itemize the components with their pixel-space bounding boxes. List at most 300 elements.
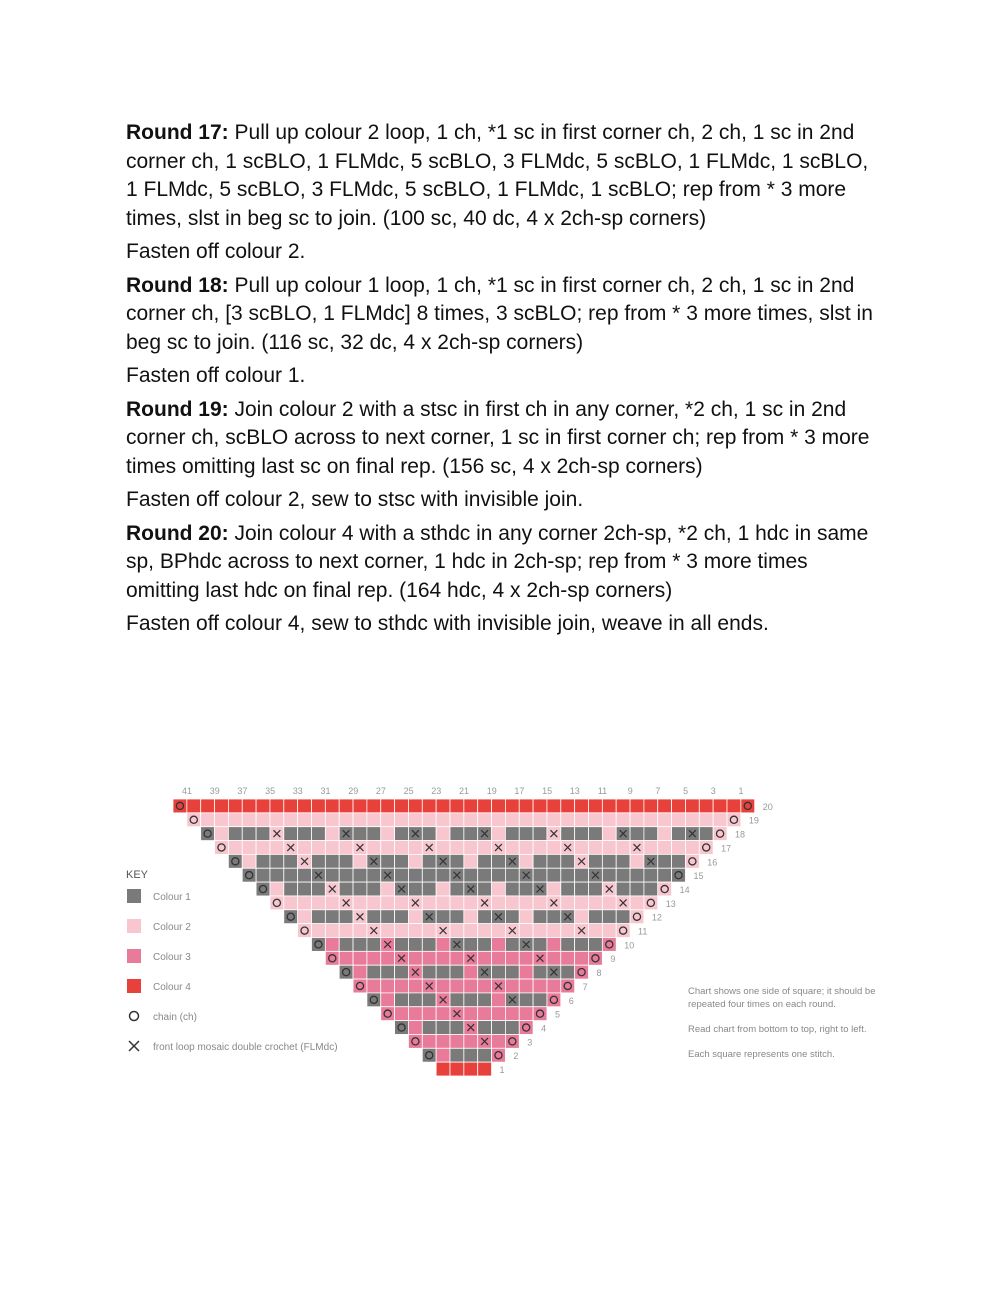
chart-cell <box>505 1034 519 1048</box>
chart-cell <box>505 896 519 910</box>
chart-cell <box>713 827 727 841</box>
chart-cell <box>727 799 741 813</box>
chart-cell <box>464 896 478 910</box>
chart-cell <box>464 827 478 841</box>
instruction-paragraph <box>126 119 876 233</box>
chart-cell <box>450 1062 464 1076</box>
chart-cell <box>270 882 284 896</box>
instruction-text: Fasten off colour 2. <box>126 240 306 263</box>
chart-cell <box>464 938 478 952</box>
round-label: Round 19: <box>126 397 229 421</box>
chart-cell <box>408 951 422 965</box>
chart-cell <box>699 813 713 827</box>
chart-cell <box>312 924 326 938</box>
chart-cell <box>270 799 284 813</box>
chart-cell <box>575 938 589 952</box>
chart-cell <box>658 854 672 868</box>
row-label: 9 <box>610 954 616 965</box>
chart-cell <box>589 910 603 924</box>
instruction-paragraph <box>126 396 876 482</box>
chart-cell <box>519 924 533 938</box>
chart-cell <box>519 951 533 965</box>
column-label: 17 <box>514 786 525 796</box>
chart-cell <box>630 854 644 868</box>
chart-cell <box>408 882 422 896</box>
chart-cell <box>533 896 547 910</box>
chart-cell <box>505 813 519 827</box>
chart-cell <box>519 1021 533 1035</box>
chart-cell <box>408 979 422 993</box>
chart-cell <box>685 841 699 855</box>
chart-cell <box>505 979 519 993</box>
chart-cell <box>339 813 353 827</box>
chart-cell <box>228 827 242 841</box>
chart-cell <box>395 813 409 827</box>
chart-cell <box>353 827 367 841</box>
chart-cell <box>616 910 630 924</box>
chart-cell <box>381 979 395 993</box>
chart-cell <box>408 813 422 827</box>
chart-cell <box>436 951 450 965</box>
instruction-text: Pull up colour 2 loop, 1 ch, *1 sc in first corner ch, 2 ch, 1 sc in 2nd corner ch, 1 scBLO, 1 FLMdc, 5 scBLO, 3 FLMdc, 5 scBLO, 1 FLMdc, 1 scBLO, 1 FLMdc, 5 scBLO, 3 FLMdc, 5 scBLO, 1 FLMdc, 1 scBLO; rep from * 3 more times, slst in beg sc to join. (100 sc, 40 dc, 4 x 2ch-sp corners) <box>126 121 869 230</box>
chart-cell <box>561 854 575 868</box>
chart-cell <box>630 813 644 827</box>
chart-cell <box>547 841 561 855</box>
chart-cell <box>284 868 298 882</box>
chart-cell <box>256 813 270 827</box>
chart-cell <box>436 965 450 979</box>
chart-cell <box>492 993 506 1007</box>
chart-cell <box>547 854 561 868</box>
chart-cell <box>367 938 381 952</box>
chart-cell <box>298 813 312 827</box>
chart-cell <box>589 938 603 952</box>
chart-cell <box>519 910 533 924</box>
chart-cell <box>519 841 533 855</box>
chart-cell <box>478 1021 492 1035</box>
chart-cell <box>533 813 547 827</box>
chart-cell <box>381 896 395 910</box>
chart-cell <box>533 868 547 882</box>
chart-cell <box>519 854 533 868</box>
chart-cell <box>492 854 506 868</box>
chart-cell <box>422 1007 436 1021</box>
chart-cell <box>256 882 270 896</box>
chart-cell <box>381 1007 395 1021</box>
chart-cell <box>602 854 616 868</box>
chart-cell <box>575 799 589 813</box>
chart-cell <box>353 938 367 952</box>
chart-cell <box>353 882 367 896</box>
chart-cell <box>672 854 686 868</box>
chart-cell <box>547 938 561 952</box>
chart-cell <box>561 951 575 965</box>
chart-cell <box>395 854 409 868</box>
chart-cell <box>492 1034 506 1048</box>
chart-cell <box>464 1034 478 1048</box>
chart-cell <box>478 1062 492 1076</box>
chart-cell <box>699 827 713 841</box>
chart-cell <box>422 965 436 979</box>
chart-cell <box>533 924 547 938</box>
chart-cell <box>589 896 603 910</box>
chart-cell <box>436 896 450 910</box>
chart-cell <box>450 951 464 965</box>
instruction-paragraph <box>126 486 876 515</box>
chart-cell <box>464 841 478 855</box>
chart-cell <box>727 813 741 827</box>
chart-cell <box>547 910 561 924</box>
chart-cell <box>713 799 727 813</box>
chart-cell <box>575 841 589 855</box>
chart-cell <box>589 841 603 855</box>
chart-cell <box>408 799 422 813</box>
column-label: 5 <box>683 786 689 796</box>
chart-cell <box>367 841 381 855</box>
chart-cell <box>339 951 353 965</box>
pattern-instructions <box>126 119 876 644</box>
chart-cell <box>312 938 326 952</box>
chart-cell <box>575 827 589 841</box>
chart-cell <box>602 868 616 882</box>
chart-cell <box>367 882 381 896</box>
chart-cell <box>325 799 339 813</box>
chart-cell <box>478 979 492 993</box>
chart-cell <box>478 910 492 924</box>
instruction-paragraph <box>126 610 876 639</box>
chart-cell <box>575 813 589 827</box>
chart-cell <box>561 868 575 882</box>
chart-cell <box>298 827 312 841</box>
chart-cell <box>312 896 326 910</box>
chart-cell <box>422 882 436 896</box>
chart-cell <box>533 841 547 855</box>
chart-cell <box>672 841 686 855</box>
chart-cell <box>644 882 658 896</box>
chart-cell <box>436 1062 450 1076</box>
instruction-paragraph <box>126 272 876 358</box>
row-label: 10 <box>624 940 635 951</box>
chart-cell <box>602 910 616 924</box>
chart-cell <box>325 854 339 868</box>
chart-cell <box>298 910 312 924</box>
chart-cell <box>270 868 284 882</box>
chart-cell <box>395 868 409 882</box>
column-label: 37 <box>237 786 248 796</box>
chart-cell <box>395 841 409 855</box>
chart-cell <box>408 910 422 924</box>
chart-cell <box>422 1021 436 1035</box>
chart-cell <box>215 799 229 813</box>
chart-cell <box>325 841 339 855</box>
chart-cell <box>589 854 603 868</box>
chart-cell <box>589 799 603 813</box>
chart-cell <box>616 841 630 855</box>
chart-cell <box>395 1021 409 1035</box>
chart-cell <box>270 896 284 910</box>
chart-cell <box>533 979 547 993</box>
chart-cell <box>284 813 298 827</box>
chart-cell <box>630 910 644 924</box>
chart-cell <box>395 938 409 952</box>
chart-cell <box>616 924 630 938</box>
key-cross-icon <box>129 1041 139 1051</box>
chart-cell <box>298 896 312 910</box>
chart-cell <box>464 1062 478 1076</box>
column-label: 31 <box>320 786 331 796</box>
key-swatch <box>127 949 141 963</box>
chart-cell <box>713 813 727 827</box>
chart-cell <box>284 910 298 924</box>
chart-cell <box>478 938 492 952</box>
chart-cell <box>685 799 699 813</box>
chart-cell <box>215 827 229 841</box>
chart-cell <box>478 841 492 855</box>
chart-cell <box>381 841 395 855</box>
row-label: 13 <box>665 898 676 909</box>
chart-cell <box>699 799 713 813</box>
chart-cell <box>395 979 409 993</box>
column-label: 1 <box>738 786 744 796</box>
chart-cell <box>298 882 312 896</box>
chart-cell <box>242 841 256 855</box>
chart-cell <box>367 799 381 813</box>
chart-cell <box>353 799 367 813</box>
key-label: Colour 4 <box>153 982 191 993</box>
chart-cell <box>450 813 464 827</box>
chart-cell <box>270 841 284 855</box>
chart-cell <box>367 979 381 993</box>
chart-cell <box>658 827 672 841</box>
chart-cell <box>450 1034 464 1048</box>
row-label: 4 <box>541 1023 547 1034</box>
chart-cell <box>353 951 367 965</box>
chart-cell <box>353 868 367 882</box>
chart-cell <box>228 854 242 868</box>
chart-cell <box>408 924 422 938</box>
chart-cell <box>478 1048 492 1062</box>
chart-cell <box>478 854 492 868</box>
chart-cell <box>381 910 395 924</box>
chart-cell <box>422 1048 436 1062</box>
instruction-paragraph <box>126 362 876 391</box>
column-label: 29 <box>348 786 359 796</box>
chart-cell <box>450 841 464 855</box>
chart-cell <box>242 827 256 841</box>
chart-cell <box>616 799 630 813</box>
chart-cell <box>589 813 603 827</box>
chart-cell <box>312 799 326 813</box>
instruction-text: Join colour 4 with a sthdc in any corner 2ch-sp, *2 ch, 1 hdc in same sp, BPhdc across to next corner, 1 hdc in 2ch-sp; rep from * 3 more times omitting last hdc on final rep. (164 hdc, 4 x 2ch-sp corners) <box>126 521 869 602</box>
chart-cell <box>436 1048 450 1062</box>
chart-cell <box>353 965 367 979</box>
chart-cell <box>436 979 450 993</box>
chart-cell <box>547 951 561 965</box>
chart-cell <box>353 896 367 910</box>
chart-cell <box>644 896 658 910</box>
chart-cell <box>367 813 381 827</box>
row-label: 2 <box>513 1051 519 1062</box>
chart-cell <box>561 799 575 813</box>
instruction-text: Fasten off colour 4, sew to sthdc with invisible join, weave in all ends. <box>126 612 769 635</box>
chart-cell <box>325 813 339 827</box>
chart-cell <box>575 896 589 910</box>
chart-cell <box>353 854 367 868</box>
chart-cell <box>436 813 450 827</box>
chart-cell <box>547 882 561 896</box>
chart-cell <box>395 1007 409 1021</box>
instruction-paragraph <box>126 520 876 606</box>
chart-cell <box>478 813 492 827</box>
chart-cell <box>325 910 339 924</box>
chart-cell <box>575 910 589 924</box>
chart-cell <box>630 868 644 882</box>
chart-cell <box>312 910 326 924</box>
chart-cell <box>242 813 256 827</box>
chart-cell <box>367 896 381 910</box>
chart-cell <box>408 993 422 1007</box>
chart-cell <box>242 799 256 813</box>
chart-cell <box>478 868 492 882</box>
column-label: 3 <box>710 786 716 796</box>
chart-cell <box>478 924 492 938</box>
chart-cell <box>408 868 422 882</box>
chart-cell <box>408 1021 422 1035</box>
chart-cell <box>284 827 298 841</box>
row-label: 8 <box>596 968 602 979</box>
chart-cell <box>602 924 616 938</box>
chart-cell <box>408 1007 422 1021</box>
chart-cell <box>436 799 450 813</box>
chart-cell <box>505 882 519 896</box>
chart-cell <box>339 910 353 924</box>
instruction-text: Fasten off colour 1. <box>126 364 306 387</box>
chart-cell <box>353 979 367 993</box>
chart-cell <box>395 965 409 979</box>
chart-cell <box>450 1021 464 1035</box>
chart-cell <box>616 868 630 882</box>
chart-cell <box>270 813 284 827</box>
chart-cell <box>492 1021 506 1035</box>
row-label: 15 <box>693 871 704 882</box>
chart-cell <box>381 799 395 813</box>
chart-cell <box>644 827 658 841</box>
chart-cell <box>173 799 187 813</box>
column-label: 11 <box>597 786 608 796</box>
row-label: 19 <box>748 815 759 826</box>
chart-cell <box>215 841 229 855</box>
chart-cell <box>367 910 381 924</box>
chart-cell <box>464 993 478 1007</box>
chart-cell <box>658 813 672 827</box>
chart-cell <box>325 827 339 841</box>
chart-cell <box>561 882 575 896</box>
chart-cell <box>519 1007 533 1021</box>
chart-cell <box>519 979 533 993</box>
chart-cell <box>505 1007 519 1021</box>
chart-cell <box>630 896 644 910</box>
row-label: 5 <box>554 1009 560 1020</box>
row-label: 14 <box>679 884 690 895</box>
chart-cell <box>561 827 575 841</box>
chart-cell <box>492 938 506 952</box>
chart-notes <box>688 985 878 1073</box>
chart-cell <box>201 799 215 813</box>
round-label: Round 18: <box>126 273 229 297</box>
chart-cell <box>256 827 270 841</box>
chart-cell <box>228 841 242 855</box>
chart-cell <box>741 799 755 813</box>
chart-cell <box>602 813 616 827</box>
chart-cell <box>492 924 506 938</box>
chart-cell <box>658 868 672 882</box>
chart-cell <box>270 854 284 868</box>
chart-cell <box>367 993 381 1007</box>
chart-cell <box>298 841 312 855</box>
chart-cell <box>672 868 686 882</box>
chart-cell <box>422 938 436 952</box>
chart-cell <box>367 868 381 882</box>
chart-cell <box>699 841 713 855</box>
chart-cell <box>644 799 658 813</box>
chart-cell <box>547 924 561 938</box>
chart-cell <box>436 868 450 882</box>
chart-cell <box>492 827 506 841</box>
chart-cell <box>436 1007 450 1021</box>
chart-cell <box>187 799 201 813</box>
chart-cell <box>242 868 256 882</box>
chart-cell <box>284 882 298 896</box>
chart-cell <box>450 979 464 993</box>
column-label: 23 <box>431 786 442 796</box>
instruction-text: Pull up colour 1 loop, 1 ch, *1 sc in first corner ch, 2 ch, 1 sc in 2nd corner ch, [3 scBLO, 1 FLMdc] 8 times, 3 scBLO; rep from * 3 more times, slst in beg sc to join. (116 sc, 32 dc, 4 x 2ch-sp corners) <box>126 273 873 354</box>
chart-cell <box>519 896 533 910</box>
note-1: Chart shows one side of square; it should be repeated four times on each round. <box>688 986 876 1010</box>
key-label: Colour 3 <box>153 952 191 963</box>
chart-cell <box>464 910 478 924</box>
chart-cell <box>408 854 422 868</box>
chart-cell <box>215 813 229 827</box>
chart-cell <box>422 924 436 938</box>
key-swatch <box>127 979 141 993</box>
chart-cell <box>505 965 519 979</box>
chart-cell <box>256 868 270 882</box>
chart-cell <box>630 799 644 813</box>
chart-cell <box>201 813 215 827</box>
chart-cell <box>408 1034 422 1048</box>
key-label: Colour 2 <box>153 922 191 933</box>
chart-cell <box>602 799 616 813</box>
chart-cell <box>228 813 242 827</box>
chart-cell <box>256 854 270 868</box>
chart-cell <box>367 827 381 841</box>
chart-cell <box>339 938 353 952</box>
key-swatch <box>127 889 141 903</box>
chart-cell <box>561 965 575 979</box>
chart-cell <box>464 813 478 827</box>
chart-cell <box>547 868 561 882</box>
chart-cell <box>630 882 644 896</box>
chart-cell <box>492 1048 506 1062</box>
chart-cell <box>519 813 533 827</box>
chart-cell <box>325 868 339 882</box>
chart-cell <box>464 924 478 938</box>
chart-cell <box>547 813 561 827</box>
key-label: front loop mosaic double crochet (FLMdc) <box>153 1042 338 1053</box>
chart-cell <box>602 827 616 841</box>
instruction-text: Fasten off colour 2, sew to stsc with invisible join. <box>126 488 584 511</box>
round-label: Round 20: <box>126 521 229 545</box>
